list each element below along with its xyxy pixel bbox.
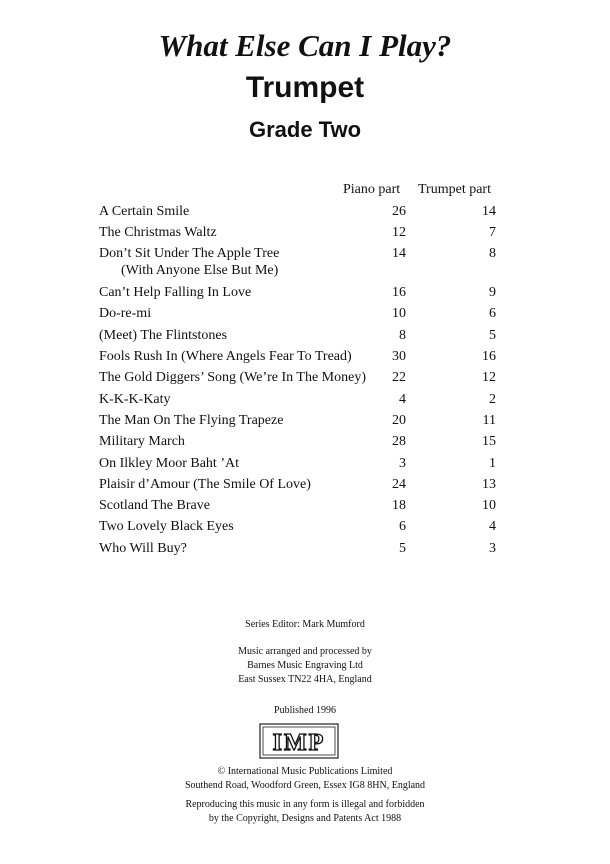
trumpet-page: 16 (482, 349, 496, 364)
imp-logo (259, 723, 339, 759)
instrument-heading: Trumpet (245, 71, 365, 104)
song-title: Scotland The Brave (99, 498, 210, 513)
trumpet-page: 2 (489, 392, 496, 407)
song-title: A Certain Smile (99, 204, 190, 219)
contents-row (0, 306, 610, 326)
piano-page: 28 (392, 434, 406, 449)
piano-page: 14 (392, 246, 406, 261)
song-title: Two Lovely Black Eyes (99, 519, 234, 534)
copyright-block (0, 765, 610, 793)
trumpet-page: 13 (482, 477, 496, 492)
song-title: K-K-K-Katy (99, 392, 171, 407)
trumpet-page: 10 (482, 498, 496, 513)
piano-part-column-header: Piano part (343, 182, 401, 197)
trumpet-page: 5 (489, 328, 496, 343)
contents-row (0, 349, 610, 369)
trumpet-page: 8 (489, 246, 496, 261)
contents-row (0, 328, 610, 348)
trumpet-page: 4 (489, 519, 496, 534)
published-year: Published 1996 (274, 705, 336, 716)
trumpet-page: 11 (482, 413, 496, 428)
legal-notice (0, 798, 610, 826)
piano-page: 8 (399, 328, 406, 343)
trumpet-page: 9 (489, 285, 496, 300)
piano-page: 6 (399, 519, 406, 534)
arranger-line-3: East Sussex TN22 4HA, England (238, 674, 372, 685)
contents-row (0, 370, 610, 390)
song-title: The Man On The Flying Trapeze (99, 413, 284, 428)
copyright-line-2: Southend Road, Woodford Green, Essex IG8 8HN, England (184, 780, 426, 791)
contents-row (0, 498, 610, 518)
arranger-line-1: Music arranged and processed by (238, 646, 372, 657)
piano-page: 24 (392, 477, 406, 492)
legal-line-1: Reproducing this music in any form is illegal and forbidden (185, 799, 425, 810)
piano-page: 16 (392, 285, 406, 300)
song-title: Plaisir d’Amour (The Smile Of Love) (99, 477, 311, 492)
legal-line-2: by the Copyright, Designs and Patents Act 1988 (208, 813, 402, 824)
contents-row (0, 434, 610, 454)
contents-row (0, 541, 610, 561)
trumpet-part-column-header: Trumpet part (418, 182, 491, 197)
song-title: Who Will Buy? (99, 541, 187, 556)
contents-row (0, 519, 610, 539)
trumpet-page: 12 (482, 370, 496, 385)
contents-row (0, 204, 610, 224)
song-title: On Ilkley Moor Baht ’At (99, 456, 239, 471)
trumpet-page: 3 (489, 541, 496, 556)
contents-row (0, 392, 610, 412)
contents-row (0, 456, 610, 476)
series-editor: Series Editor: Mark Mumford (245, 619, 365, 630)
contents-row (0, 225, 610, 245)
grade-heading: Grade Two (248, 117, 362, 142)
piano-page: 12 (392, 225, 406, 240)
piano-page: 4 (399, 392, 406, 407)
piano-page: 20 (392, 413, 406, 428)
piano-page: 30 (392, 349, 406, 364)
trumpet-page: 15 (482, 434, 496, 449)
piano-page: 5 (399, 541, 406, 556)
song-title: Can’t Help Falling In Love (99, 285, 252, 300)
contents-row (0, 246, 610, 284)
trumpet-page: 7 (489, 225, 496, 240)
song-title: (Meet) The Flintstones (99, 328, 228, 343)
song-title: Don’t Sit Under The Apple Tree (99, 246, 280, 261)
piano-page: 10 (392, 306, 406, 321)
contents-row (0, 413, 610, 433)
contents-row (0, 285, 610, 305)
song-title: Military March (99, 434, 185, 449)
song-title: Do-re-mi (99, 306, 152, 321)
copyright-line-1: © International Music Publications Limited (217, 766, 393, 777)
trumpet-page: 14 (482, 204, 496, 219)
piano-page: 26 (392, 204, 406, 219)
piano-page: 3 (399, 456, 406, 471)
arranger-credit (0, 645, 610, 687)
song-title: Fools Rush In (Where Angels Fear To Tread) (99, 349, 352, 364)
piano-page: 22 (392, 370, 406, 385)
logo-text: IMP (272, 730, 326, 756)
song-subtitle: (With Anyone Else But Me) (121, 263, 279, 278)
trumpet-page: 6 (489, 306, 496, 321)
book-title: What Else Can I Play? (158, 28, 452, 63)
piano-page: 18 (392, 498, 406, 513)
contents-row (0, 477, 610, 497)
song-title: The Christmas Waltz (99, 225, 217, 240)
song-title: The Gold Diggers’ Song (We’re In The Money) (99, 370, 367, 385)
trumpet-page: 1 (489, 456, 496, 471)
arranger-line-2: Barnes Music Engraving Ltd (247, 660, 363, 671)
